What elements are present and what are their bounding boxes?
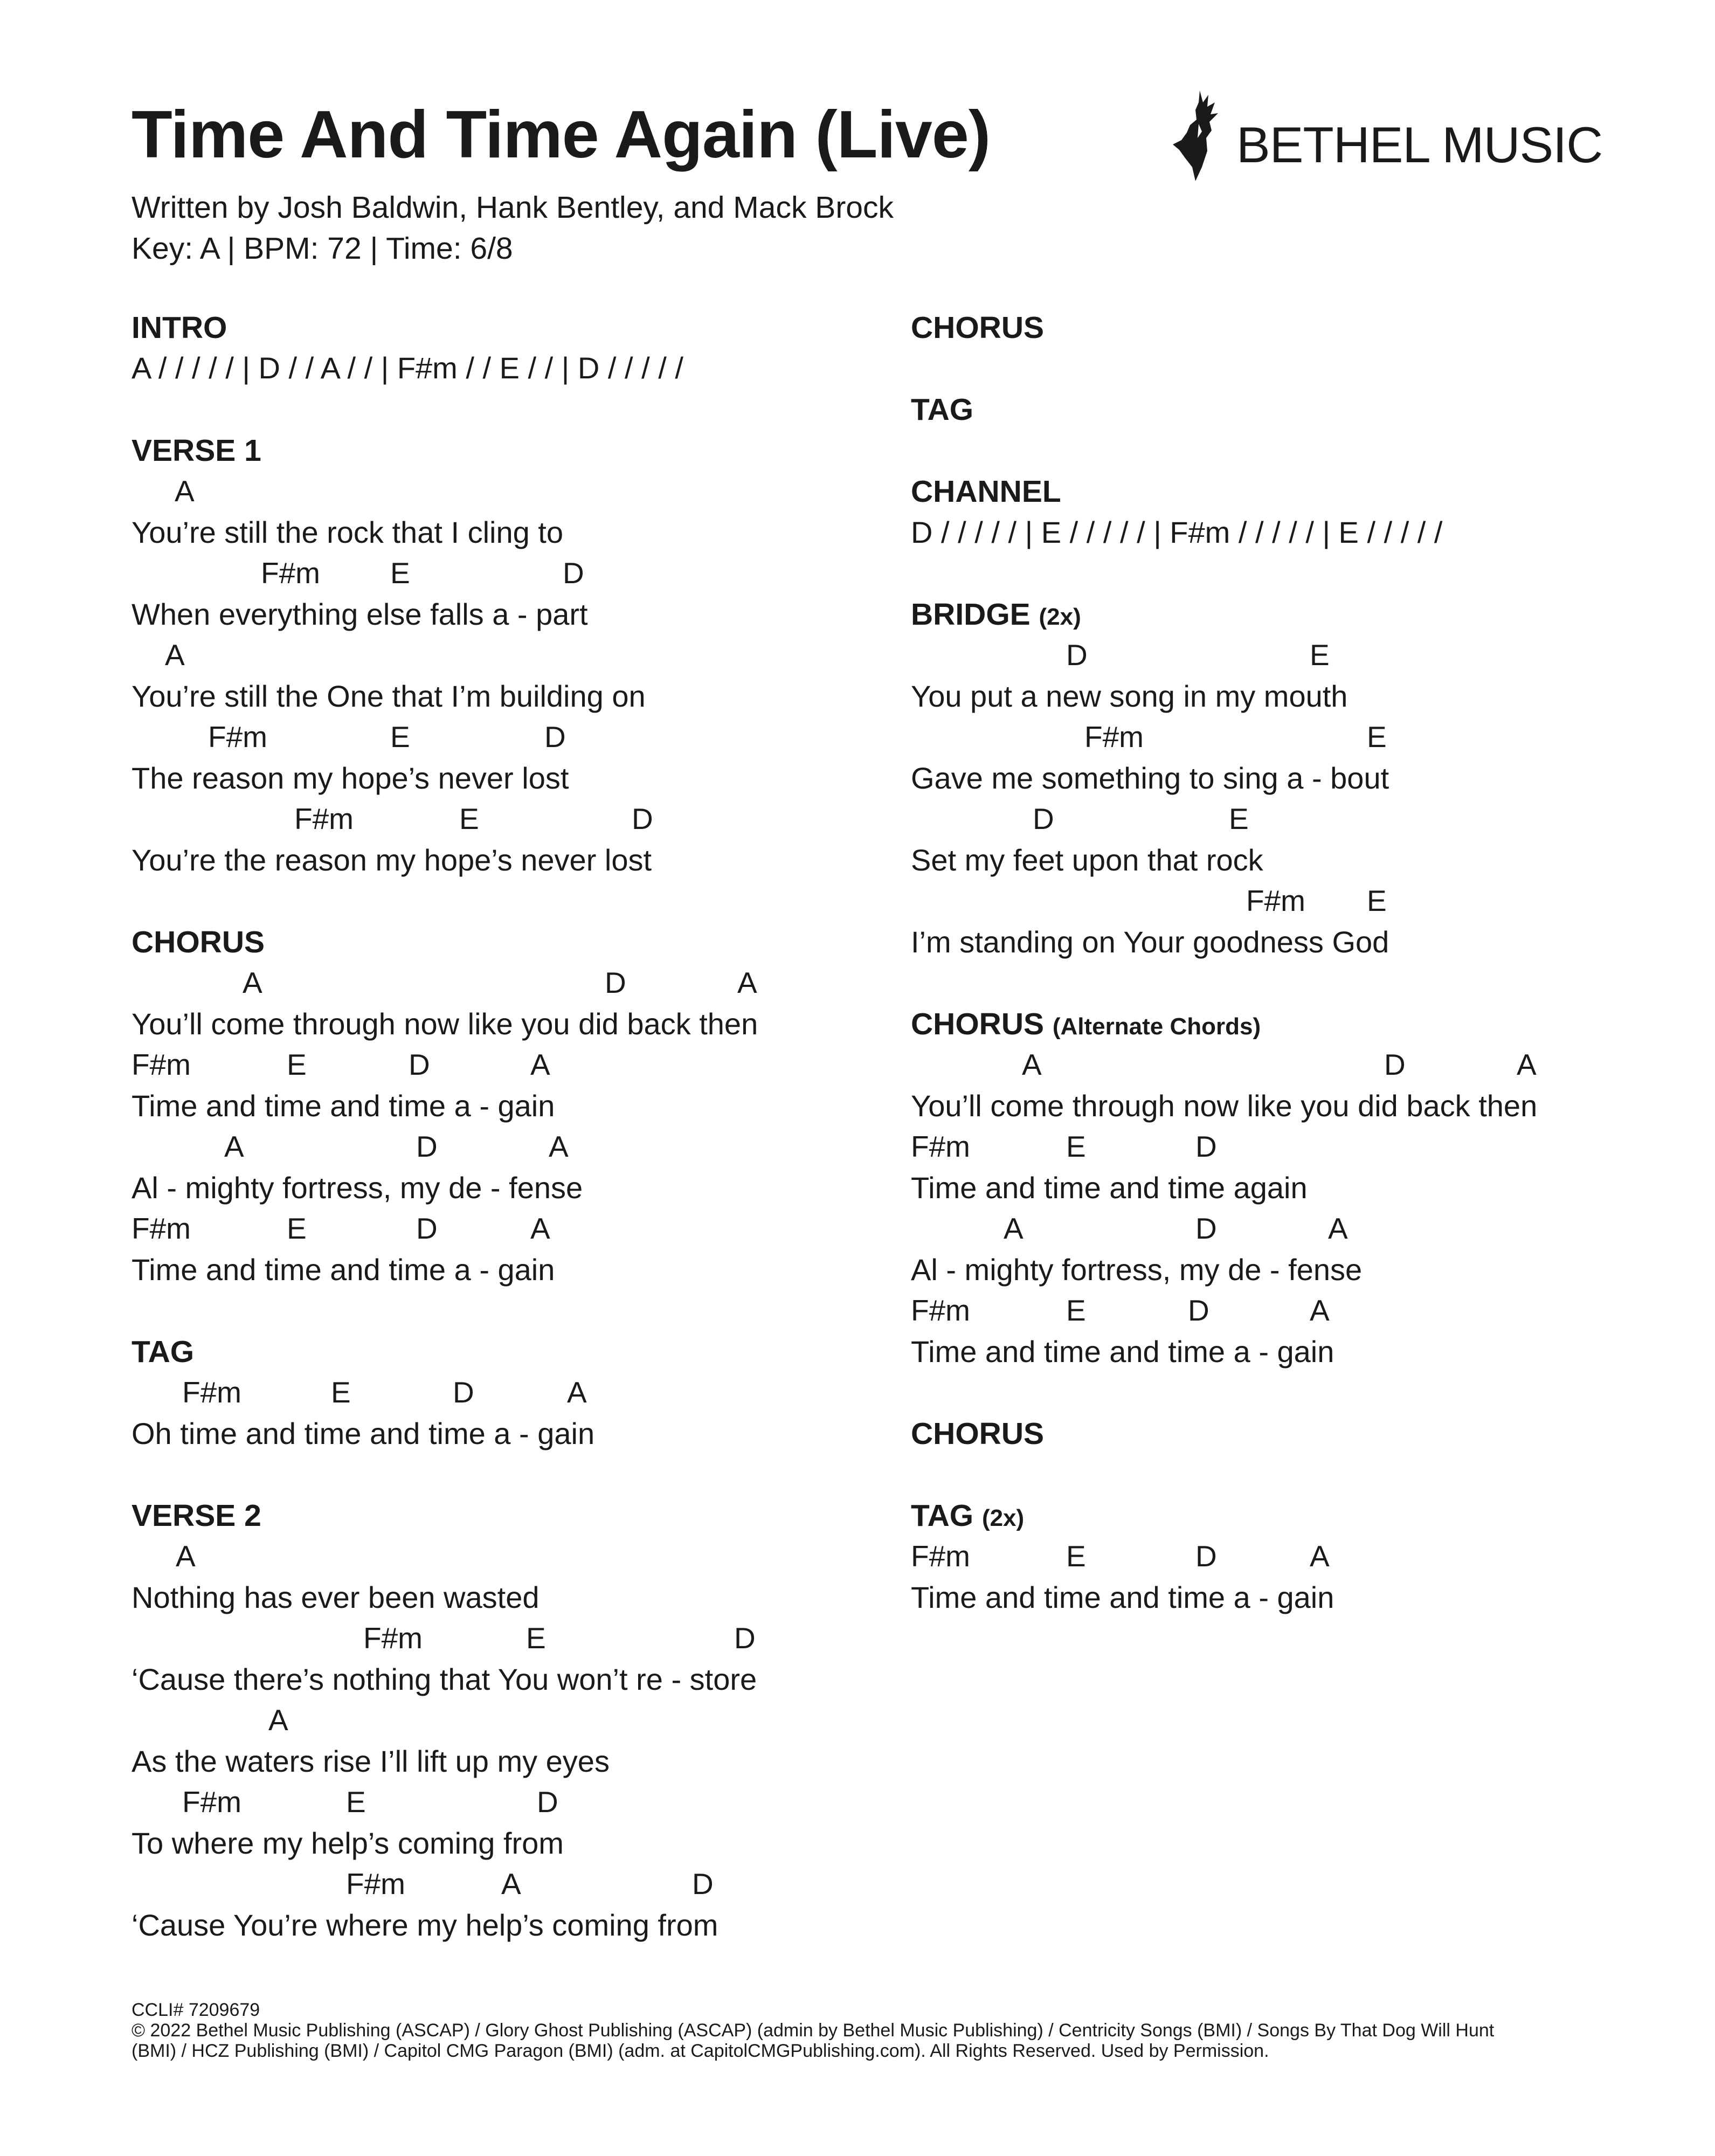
lyric-line: Oh time and time and time a - gain	[132, 1416, 595, 1450]
chord: E	[1066, 1294, 1086, 1327]
chord: F#m	[261, 556, 320, 590]
chord-row	[132, 558, 886, 591]
chord: D	[409, 1048, 430, 1081]
chord: D	[605, 966, 626, 999]
chord: A	[268, 1703, 288, 1737]
bridge-heading-text: BRIDGE	[911, 597, 1031, 632]
ccli-number: CCLI# 7209679	[132, 2000, 260, 2020]
chord: D	[1188, 1294, 1209, 1327]
chord: E	[1066, 1539, 1086, 1573]
section-heading-intro: INTRO	[132, 310, 227, 345]
lyric-line: Time and time and time a - gain	[911, 1335, 1334, 1369]
chord-row	[132, 1787, 886, 1820]
chord: A	[224, 1130, 244, 1163]
chord: F#m	[182, 1376, 241, 1409]
chord: D	[537, 1785, 558, 1819]
chord: E	[526, 1621, 546, 1655]
chord: F#m	[363, 1621, 423, 1655]
section-heading-verse-2: VERSE 2	[132, 1498, 261, 1533]
chord: F#m	[132, 1212, 191, 1245]
chord: F#m	[1246, 884, 1305, 917]
chord-row	[911, 1539, 1665, 1574]
chord-row	[132, 968, 886, 1000]
chord: A	[165, 638, 185, 672]
tag-final-heading-text: TAG	[911, 1498, 974, 1533]
lyric-line: Time and time and time a - gain	[911, 1580, 1334, 1614]
chord: D	[1384, 1048, 1406, 1081]
lyric-line: You’ll come through now like you did back then	[132, 1007, 758, 1041]
chord: F#m	[911, 1130, 970, 1163]
chord-row	[132, 640, 886, 673]
lyric-line: Nothing has ever been wasted	[132, 1580, 540, 1614]
chord-row	[911, 1296, 1665, 1328]
lyric-line: To where my help’s coming from	[132, 1826, 564, 1860]
chord: D	[734, 1621, 756, 1655]
chord: E	[1367, 884, 1387, 917]
chord: E	[1229, 802, 1249, 835]
chord: D	[1195, 1212, 1217, 1245]
chord: A	[243, 966, 262, 999]
section-heading-chorus-repeat: CHORUS	[911, 310, 1045, 345]
chord: A	[1517, 1048, 1537, 1081]
chord: D	[544, 720, 566, 754]
chord: E	[459, 802, 479, 835]
chord-row	[132, 1214, 886, 1246]
chord: A	[175, 474, 195, 508]
lyric-line: As the waters rise I’ll lift up my eyes	[132, 1744, 610, 1778]
chord: A	[737, 966, 757, 999]
chord: F#m	[911, 1294, 970, 1327]
chord-row	[132, 1623, 886, 1656]
copyright-line-1: © 2022 Bethel Music Publishing (ASCAP) / Glory Ghost Publishing (ASCAP) (admin by Bethel Music Publishing) / Centricity Songs (BMI) / Songs By That Dog Will Hunt	[132, 2020, 1495, 2041]
lyric-line: The reason my hope’s never lost	[132, 761, 569, 795]
song-title: Time And Time Again (Live)	[132, 98, 991, 172]
lyric-line: ‘Cause there’s nothing that You won’t re - store	[132, 1662, 757, 1696]
chord-row	[911, 1132, 1665, 1164]
lyric-line: Al - mighty fortress, my de - fense	[911, 1253, 1363, 1287]
chord-row	[911, 804, 1665, 837]
chord: A	[530, 1048, 550, 1081]
lyric-line: You’re the reason my hope’s never lost	[132, 843, 652, 877]
section-heading-tag-final	[911, 1498, 1025, 1533]
chord: E	[390, 556, 410, 590]
lyric-line: When everything else falls a - part	[132, 597, 588, 631]
chord-row	[132, 1705, 886, 1738]
chord: D	[453, 1376, 474, 1409]
chord: D	[1033, 802, 1054, 835]
section-heading-chorus-final: CHORUS	[911, 1416, 1045, 1451]
chord: E	[1367, 720, 1387, 754]
lyric-line: Al - mighty fortress, my de - fense	[132, 1171, 583, 1205]
lyric-line: Time and time and time a - gain	[132, 1089, 555, 1123]
chord: D	[1195, 1130, 1217, 1163]
chord: D	[563, 556, 584, 590]
copyright-line-2: (BMI) / HCZ Publishing (BMI) / Capitol CMG Paragon (BMI) (adm. at CapitolCMGPublishing.com). All Rights Reserved. Used by Permission.	[132, 2041, 1269, 2061]
chord: F#m	[346, 1867, 405, 1901]
chord: A	[549, 1130, 569, 1163]
chord-row	[132, 476, 886, 509]
chord: A	[501, 1867, 521, 1901]
chord-row	[132, 804, 886, 837]
chord: D	[1195, 1539, 1217, 1573]
chord: E	[1310, 638, 1330, 672]
lyric-line: Time and time and time again	[911, 1171, 1308, 1205]
chord-row	[911, 640, 1665, 673]
chord: D	[632, 802, 653, 835]
chord: F#m	[132, 1048, 191, 1081]
chord-row	[132, 1869, 886, 1902]
chorus-alt-heading-text: CHORUS	[911, 1007, 1045, 1041]
chord-row	[132, 1378, 886, 1410]
lyric-line: You’re still the rock that I cling to	[132, 515, 564, 549]
tag-final-note: (2x)	[981, 1505, 1025, 1531]
lyric-line: Set my feet upon that rock	[911, 843, 1263, 877]
chord: D	[416, 1130, 438, 1163]
lyric-line: ‘Cause You’re where my help’s coming from	[132, 1908, 718, 1942]
chord: F#m	[1084, 720, 1144, 754]
intro-chord-chart: A / / / / / | D / / A / / | F#m / / E / / | D / / / / /	[132, 351, 683, 385]
lyric-line: Gave me something to sing a - bout	[911, 761, 1389, 795]
chord: A	[1310, 1294, 1330, 1327]
chord: A	[1022, 1048, 1042, 1081]
chord: D	[692, 1867, 714, 1901]
section-heading-chorus: CHORUS	[132, 925, 265, 959]
chord-row	[911, 722, 1665, 755]
chord: F#m	[208, 720, 267, 754]
chord: F#m	[911, 1539, 970, 1573]
lyric-line: You put a new song in my mouth	[911, 679, 1348, 713]
chord: E	[346, 1785, 366, 1819]
chord-row	[132, 1132, 886, 1164]
logo-text: BETHEL MUSIC	[1236, 116, 1603, 173]
chord-row	[132, 1050, 886, 1082]
chord: E	[1066, 1130, 1086, 1163]
chord: F#m	[182, 1785, 241, 1819]
chord-row	[132, 1539, 886, 1574]
chord: F#m	[294, 802, 354, 835]
chord-row	[911, 1214, 1665, 1246]
bethel-music-logo	[1168, 86, 1603, 183]
chord-row	[132, 722, 886, 755]
section-heading-verse-1: VERSE 1	[132, 433, 261, 468]
chord: A	[1310, 1539, 1330, 1573]
chord: E	[331, 1376, 351, 1409]
chord: A	[530, 1212, 550, 1245]
section-heading-tag-repeat: TAG	[911, 392, 974, 427]
chord-row	[911, 886, 1665, 918]
section-heading-chorus-alt	[911, 1009, 1261, 1040]
chord: E	[390, 720, 410, 754]
chord: D	[1066, 638, 1088, 672]
song-writers: Written by Josh Baldwin, Hank Bentley, and Mack Brock	[132, 190, 894, 225]
chord-row	[911, 1050, 1665, 1082]
chord: E	[287, 1048, 307, 1081]
section-heading-tag: TAG	[132, 1335, 195, 1369]
section-heading-bridge	[911, 599, 1081, 630]
channel-chord-chart: D / / / / / | E / / / / / | F#m / / / / / | E / / / / /	[911, 515, 1443, 549]
chord: D	[416, 1212, 438, 1245]
deer-head-icon	[1168, 86, 1228, 183]
chord: A	[1328, 1212, 1348, 1245]
lyric-line: You’ll come through now like you did back then	[911, 1089, 1538, 1123]
lyric-line: Time and time and time a - gain	[132, 1253, 555, 1287]
chord: E	[287, 1212, 307, 1245]
song-info: Key: A | BPM: 72 | Time: 6/8	[132, 231, 513, 266]
section-heading-channel: CHANNEL	[911, 474, 1061, 509]
chord: A	[567, 1376, 587, 1409]
bridge-repeat-note: (2x)	[1039, 604, 1081, 630]
chord: A	[1004, 1212, 1024, 1245]
chorus-alt-note: (Alternate Chords)	[1052, 1013, 1261, 1040]
lyric-line: You’re still the One that I’m building on	[132, 679, 646, 713]
lyric-line: I’m standing on Your goodness God	[911, 925, 1389, 959]
chord: A	[176, 1539, 196, 1573]
